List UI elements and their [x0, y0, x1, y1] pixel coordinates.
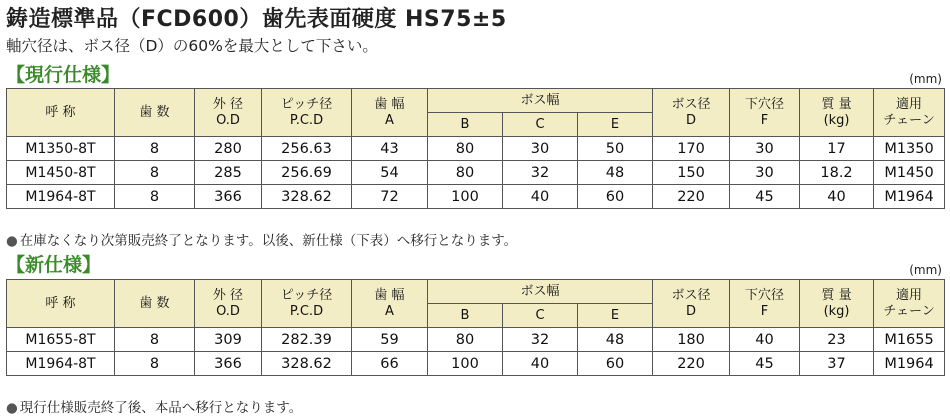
cell-outer-diameter: 366	[195, 185, 262, 209]
cell-boss-e: 50	[578, 137, 653, 161]
header-pitch-diameter: ピッチ径 P.C.D	[262, 89, 352, 137]
section-heading-new: 【新仕様】	[6, 254, 102, 276]
cell-boss-diameter: 220	[653, 185, 730, 209]
cell-pilot-bore: 40	[730, 328, 800, 352]
cell-nominal: M1964-8T	[7, 185, 115, 209]
spec-table-current	[6, 88, 945, 209]
header-tooth-width: 歯 幅 A	[352, 89, 428, 137]
cell-pilot-bore: 45	[730, 352, 800, 376]
header-teeth: 歯 数	[115, 89, 195, 137]
header-boss-e: E	[578, 113, 653, 137]
header-mass: 質 量 (kg)	[800, 280, 874, 328]
unit-label-current: (mm)	[909, 72, 942, 86]
cell-nominal: M1655-8T	[7, 328, 115, 352]
cell-outer-diameter: 366	[195, 352, 262, 376]
cell-mass: 23	[800, 328, 874, 352]
page-title: 鋳造標準品（FCD600）歯先表面硬度 HS75±5	[6, 7, 507, 32]
cell-boss-diameter: 180	[653, 328, 730, 352]
cell-chain: M1964	[874, 185, 945, 209]
header-boss-diameter: ボス径 D	[653, 89, 730, 137]
cell-boss-diameter: 170	[653, 137, 730, 161]
header-nominal: 呼 称	[7, 89, 115, 137]
cell-boss-diameter: 220	[653, 352, 730, 376]
note-new: ● 現行仕様販売終了後、本品へ移行となります。	[6, 400, 303, 416]
cell-pitch-diameter: 256.69	[262, 161, 352, 185]
cell-tooth-width: 66	[352, 352, 428, 376]
header-boss-e: E	[578, 304, 653, 328]
cell-boss-b: 100	[428, 185, 503, 209]
table-row	[7, 352, 945, 376]
header-boss-c: C	[503, 304, 578, 328]
header-outer-diameter: 外 径 O.D	[195, 89, 262, 137]
cell-boss-c: 40	[503, 352, 578, 376]
header-mass: 質 量 (kg)	[800, 89, 874, 137]
cell-boss-b: 80	[428, 161, 503, 185]
cell-pitch-diameter: 256.63	[262, 137, 352, 161]
table-row	[7, 328, 945, 352]
header-boss-diameter: ボス径 D	[653, 280, 730, 328]
header-pilot-bore: 下穴径 F	[730, 89, 800, 137]
bullet-icon: ●	[6, 233, 18, 249]
cell-pilot-bore: 30	[730, 137, 800, 161]
cell-tooth-width: 54	[352, 161, 428, 185]
header-pilot-bore: 下穴径 F	[730, 280, 800, 328]
cell-pitch-diameter: 282.39	[262, 328, 352, 352]
cell-nominal: M1350-8T	[7, 137, 115, 161]
table-row	[7, 137, 945, 161]
cell-chain: M1350	[874, 137, 945, 161]
header-boss-width: ボス幅	[428, 280, 653, 304]
cell-outer-diameter: 285	[195, 161, 262, 185]
header-chain: 適用 チェーン	[874, 89, 945, 137]
cell-pitch-diameter: 328.62	[262, 185, 352, 209]
cell-boss-c: 32	[503, 161, 578, 185]
unit-label-new: (mm)	[909, 263, 942, 277]
cell-mass: 17	[800, 137, 874, 161]
cell-chain: M1655	[874, 328, 945, 352]
section-heading-current: 【現行仕様】	[6, 64, 121, 86]
cell-nominal: M1964-8T	[7, 352, 115, 376]
cell-boss-b: 80	[428, 137, 503, 161]
cell-mass: 37	[800, 352, 874, 376]
page-subtitle: 軸穴径は、ボス径（D）の60%を最大として下さい。	[6, 37, 378, 55]
cell-mass: 40	[800, 185, 874, 209]
header-teeth: 歯 数	[115, 280, 195, 328]
cell-chain: M1450	[874, 161, 945, 185]
header-tooth-width: 歯 幅 A	[352, 280, 428, 328]
header-nominal: 呼 称	[7, 280, 115, 328]
cell-mass: 18.2	[800, 161, 874, 185]
bullet-icon: ●	[6, 400, 18, 416]
cell-boss-e: 48	[578, 328, 653, 352]
cell-boss-diameter: 150	[653, 161, 730, 185]
cell-boss-c: 40	[503, 185, 578, 209]
table-row	[7, 185, 945, 209]
cell-tooth-width: 43	[352, 137, 428, 161]
header-boss-c: C	[503, 113, 578, 137]
cell-teeth: 8	[115, 352, 195, 376]
cell-pitch-diameter: 328.62	[262, 352, 352, 376]
cell-pilot-bore: 30	[730, 161, 800, 185]
note-current: ● 在庫なくなり次第販売終了となります。以後、新仕様（下表）へ移行となります。	[6, 233, 518, 249]
cell-boss-b: 100	[428, 352, 503, 376]
cell-nominal: M1450-8T	[7, 161, 115, 185]
cell-boss-c: 30	[503, 137, 578, 161]
cell-boss-b: 80	[428, 328, 503, 352]
cell-outer-diameter: 280	[195, 137, 262, 161]
cell-tooth-width: 59	[352, 328, 428, 352]
cell-boss-e: 48	[578, 161, 653, 185]
cell-tooth-width: 72	[352, 185, 428, 209]
cell-teeth: 8	[115, 185, 195, 209]
cell-teeth: 8	[115, 328, 195, 352]
header-boss-width: ボス幅	[428, 89, 653, 113]
cell-pilot-bore: 45	[730, 185, 800, 209]
cell-teeth: 8	[115, 137, 195, 161]
spec-table-new	[6, 279, 945, 376]
cell-boss-e: 60	[578, 352, 653, 376]
header-boss-b: B	[428, 304, 503, 328]
cell-teeth: 8	[115, 161, 195, 185]
cell-boss-c: 32	[503, 328, 578, 352]
header-chain: 適用 チェーン	[874, 280, 945, 328]
header-outer-diameter: 外 径 O.D	[195, 280, 262, 328]
table-row	[7, 161, 945, 185]
cell-chain: M1964	[874, 352, 945, 376]
header-pitch-diameter: ピッチ径 P.C.D	[262, 280, 352, 328]
header-boss-b: B	[428, 113, 503, 137]
cell-outer-diameter: 309	[195, 328, 262, 352]
cell-boss-e: 60	[578, 185, 653, 209]
